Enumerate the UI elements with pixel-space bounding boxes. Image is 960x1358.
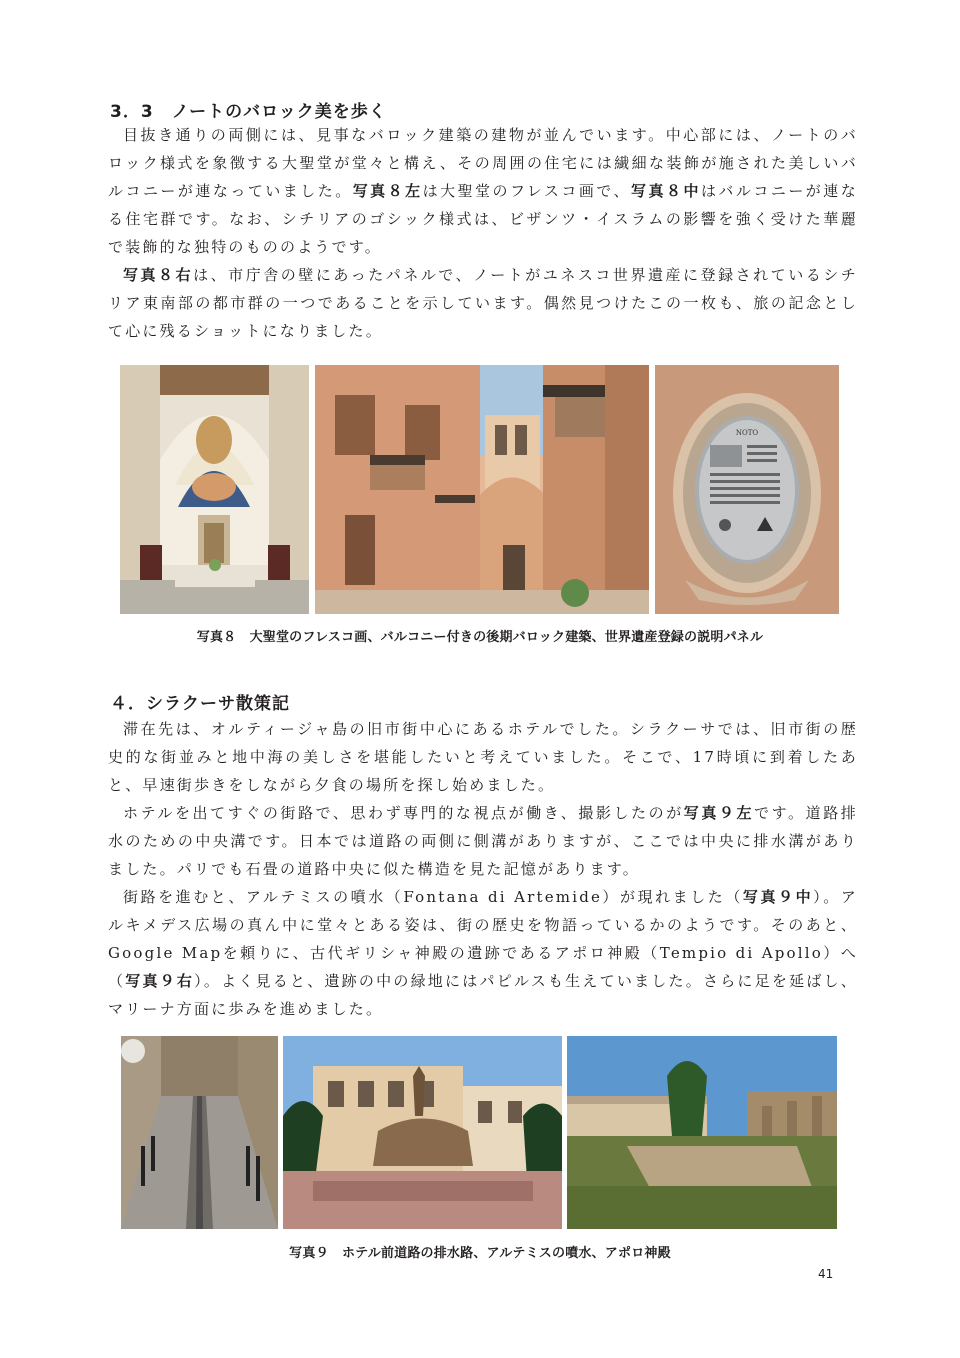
paragraph [108,799,858,883]
photo-unesco-panel [655,365,839,614]
section-heading-4: ４．シラクーサ散策記 [110,694,290,714]
text-run: ）。アルキメデス広場の真ん中に堂々とある姿は、街の歴史を物語っているかのようです。そのあと、Google Mapを頼りに、古代ギリシャ神殿の遺跡であるアポロ神殿（Tempio di Apollo）へ（ [108,888,858,990]
paragraph [108,261,858,345]
photo-reference: 写真８中 [631,182,701,200]
photo-9-caption: 写真９ ホテル前道路の排水路、アルテミスの噴水、アポロ神殿 [289,1246,671,1261]
section-heading-3-3: 3．3 ノートのバロック美を歩く [110,102,387,122]
photo-artemis-fountain [283,1036,562,1229]
text-run: 目抜き通りの両側には、見事なバロック建築の建物が並んでいます。中心部には、ノートのバロック様式を象徴する大聖堂が堂々と構え、その周囲の住宅には繊細な装飾が施された美しいバルコニーが連なっていました。 [108,126,858,200]
photo-8-caption: 写真８ 大聖堂のフレスコ画、バルコニー付きの後期バロック建築、世界遺産登録の説明パネル [196,630,764,645]
photo-reference: 写真８左 [352,182,423,200]
photo-reference: 写真９左 [683,804,755,822]
paragraph [108,121,858,261]
paragraph [108,715,858,799]
text-run: は大聖堂のフレスコ画で、 [422,182,632,200]
text-run: です。道路排水のための中央溝です。日本では道路の両側に側溝がありますが、ここでは中央に排水溝がありました。パリでも石畳の道路中央に似た構造を見た記憶があります。 [108,804,858,878]
text-run: は、市庁舎の壁にあったパネルで、ノートがユネスコ世界遺産に登録されているシチリア東南部の都市群の一つであることを示しています。偶然見つけたこの一枚も、旅の記念として心に残るショットになりました。 [108,266,858,340]
photo-cathedral-fresco [120,365,309,614]
photo-reference: 写真９右 [125,972,195,990]
section-4-body [108,715,858,1023]
photo-street-drain [121,1036,278,1229]
photo-baroque-balconies [315,365,649,614]
photo-reference: 写真９中 [742,888,814,906]
text-run: ホテルを出てすぐの街路で、思わず専門的な視点が働き、撮影したのが [123,804,684,822]
text-run: 滞在先は、オルティージャ島の旧市街中心にあるホテルでした。シラクーサでは、旧市街の歴史的な街並みと地中海の美しさを堪能したいと考えていました。そこで、17時頃に到着したあと、早速街歩きをしながら夕食の場所を探し始めました。 [108,720,858,794]
page-number: 41 [818,1267,834,1281]
text-run: はバルコニーが連なる住宅群です。なお、シチリアのゴシック様式は、ビザンツ・イスラムの影響を強く受けた華麗で装飾的な独特のもののようです。 [108,182,858,256]
paragraph [108,883,858,1023]
photo-reference: 写真８右 [123,266,194,284]
panel-text: NOTO [735,429,759,437]
photo-temple-of-apollo [567,1036,837,1229]
text-run: 街路を進むと、アルテミスの噴水（Fontana di Artemide）が現れました（ [123,888,743,906]
text-run: ）。よく見ると、遺跡の中の緑地にはパピルスも生えていました。さらに足を延ばし、マリーナ方面に歩みを進めました。 [108,972,858,1018]
section-3-3-body [108,121,858,345]
